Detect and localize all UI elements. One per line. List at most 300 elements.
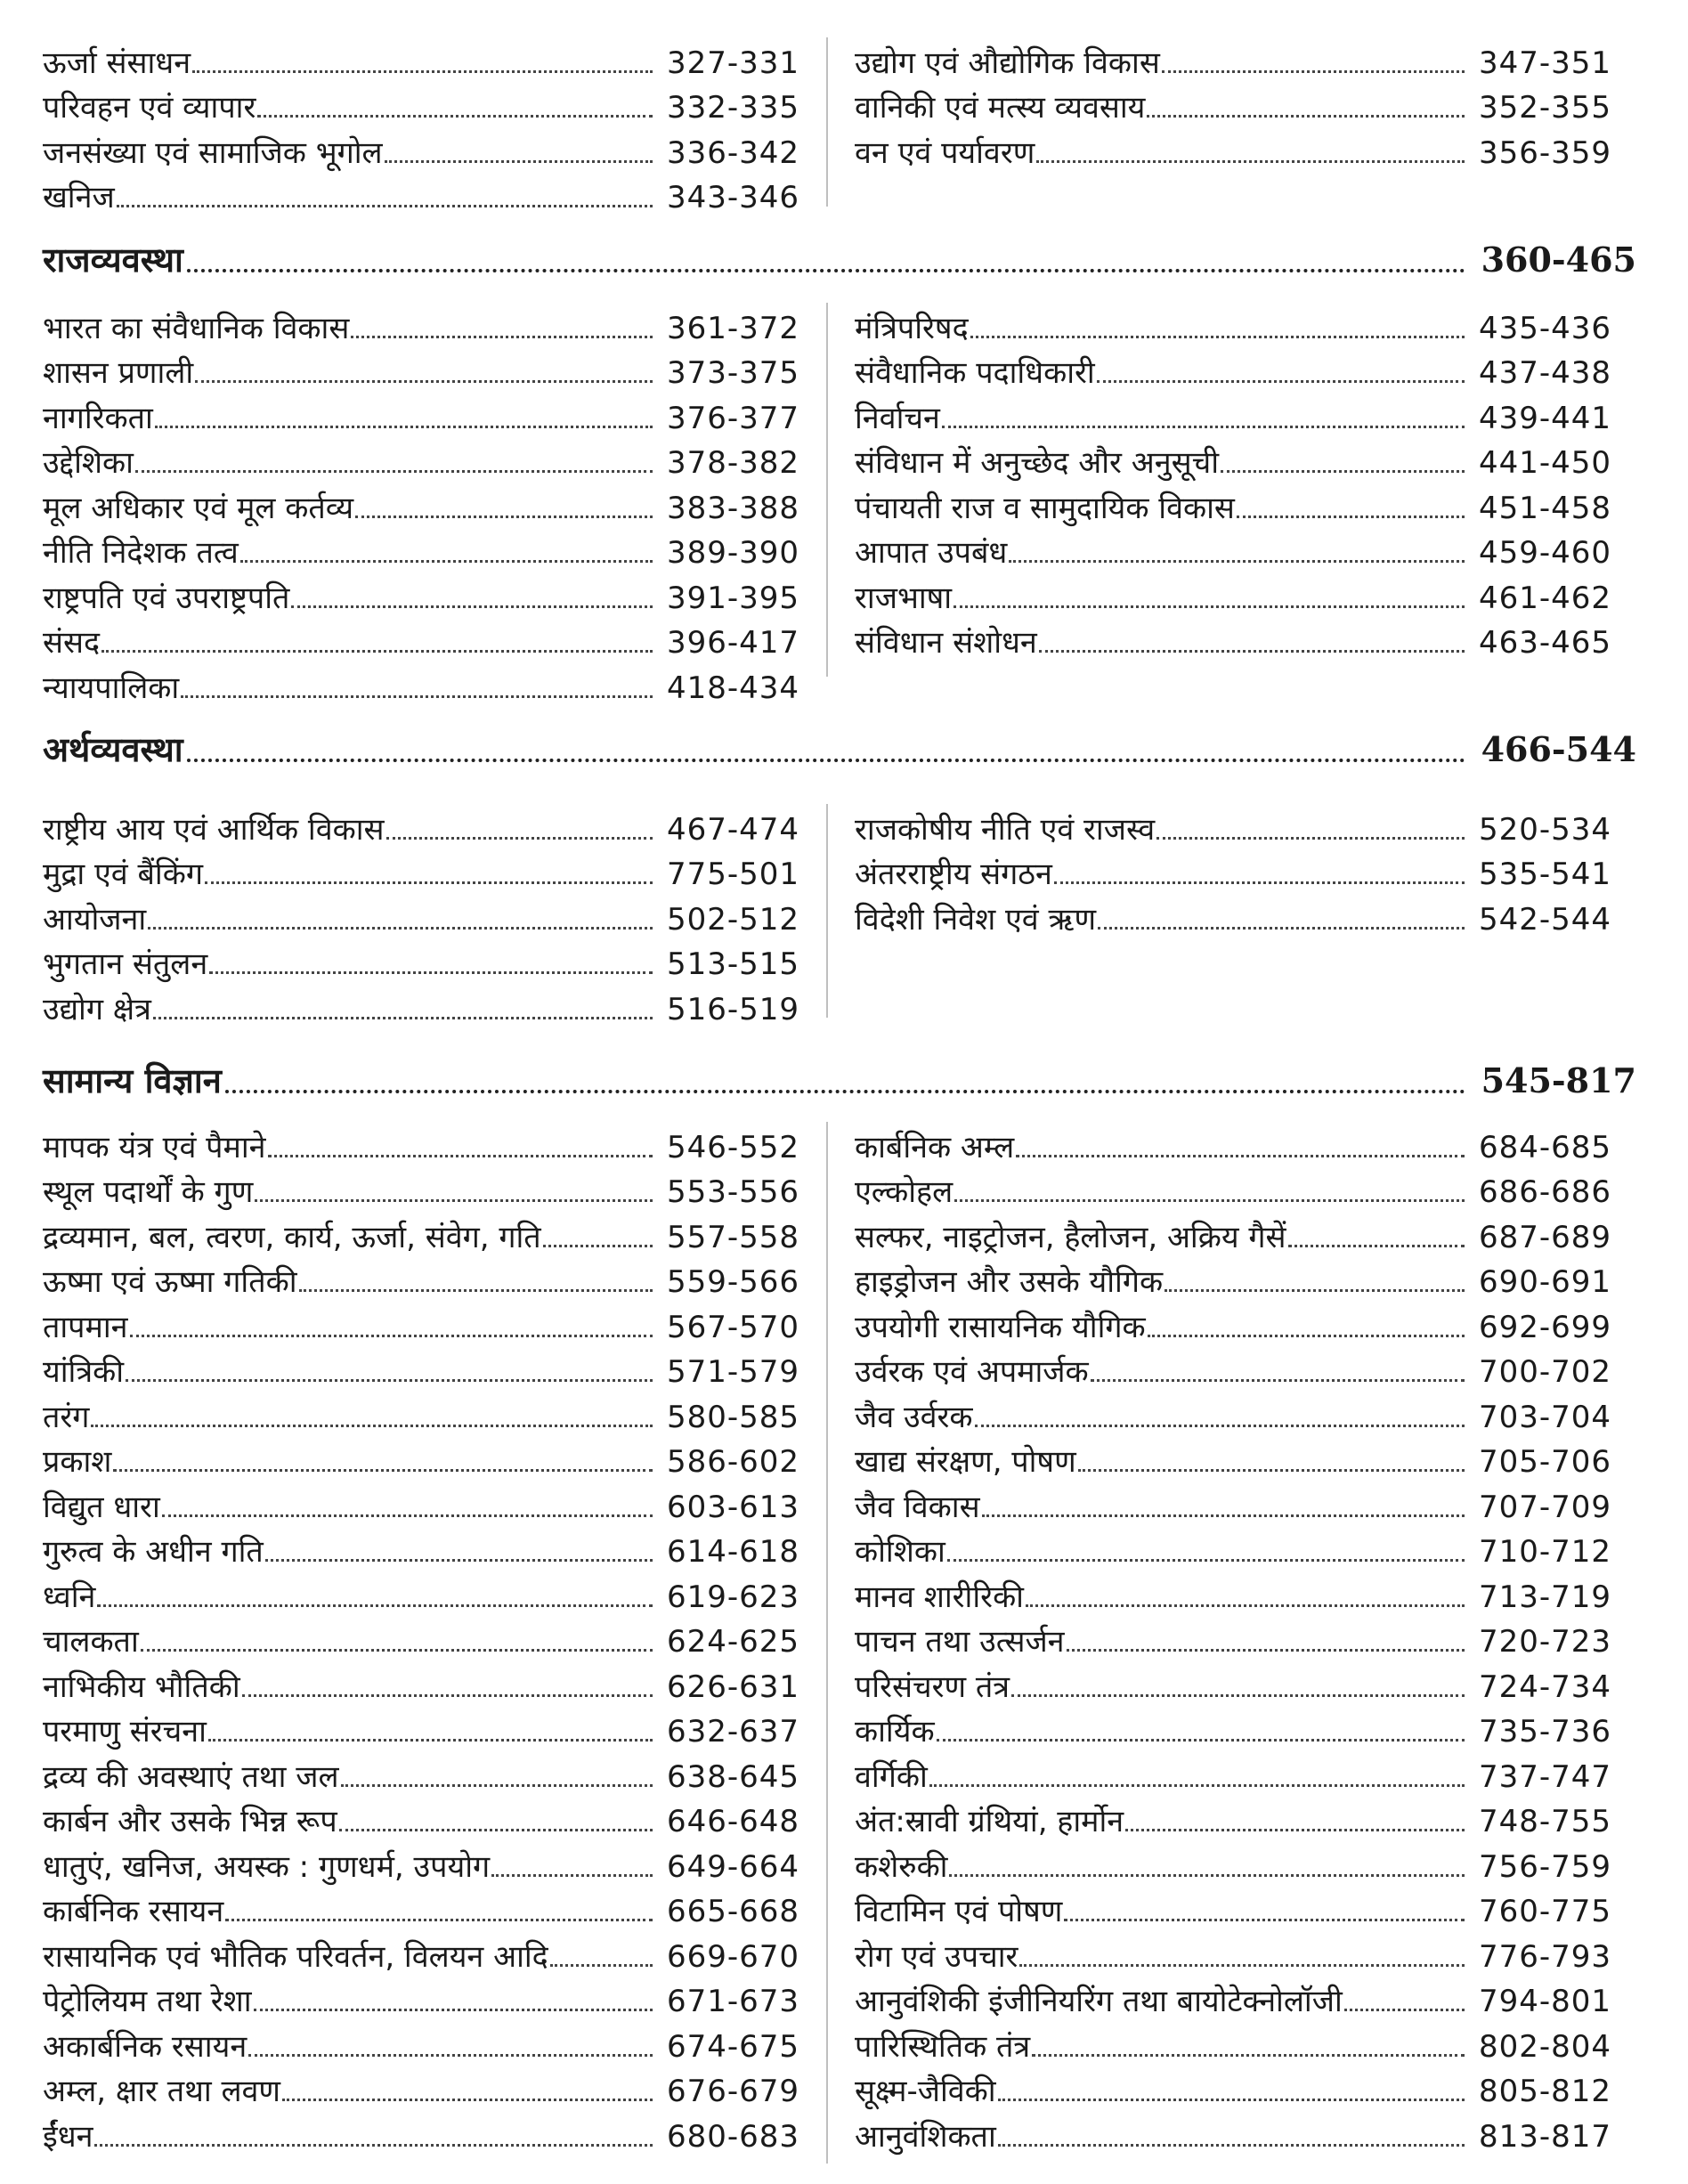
- toc-entry[interactable]: [43, 1257, 799, 1303]
- toc-entry-title: संविधान संशोधन: [855, 625, 1037, 661]
- toc-entry-title: आनुवंशिकता: [855, 2118, 996, 2155]
- dot-leader: [929, 1784, 1465, 1787]
- section-heading-pages: 545-817: [1481, 1060, 1636, 1100]
- toc-entry-pages: 671-673: [666, 1984, 799, 2019]
- toc-entry-title: परिवहन एवं व्यापार: [43, 90, 256, 126]
- toc-entry[interactable]: [855, 303, 1611, 348]
- toc-entry[interactable]: [43, 1931, 799, 1977]
- toc-entry-pages: 646-648: [666, 1804, 799, 1839]
- toc-entry-title: रासायनिक एवं भौतिक परिवर्तन, विलयन आदि: [43, 1938, 548, 1975]
- toc-entry-title: यांत्रिकी: [43, 1354, 125, 1390]
- toc-entry-title: राष्ट्रीय आय एवं आर्थिक विकास: [43, 811, 385, 848]
- toc-entry-pages: 513-515: [666, 946, 799, 982]
- toc-entry-pages: 418-434: [666, 670, 799, 706]
- toc-entry[interactable]: [43, 1212, 799, 1257]
- dot-leader: [386, 837, 653, 840]
- toc-entry-pages: 557-558: [666, 1219, 799, 1255]
- toc-entry-pages: 352-355: [1478, 90, 1611, 126]
- toc-entry-pages: 700-702: [1478, 1354, 1611, 1390]
- toc-entry[interactable]: [855, 1977, 1611, 2022]
- toc-entry[interactable]: [855, 804, 1611, 849]
- toc-entry[interactable]: [43, 83, 799, 128]
- toc-entry[interactable]: [855, 1527, 1611, 1572]
- toc-entry[interactable]: [855, 1797, 1611, 1842]
- toc-entry[interactable]: [43, 393, 799, 438]
- toc-entry[interactable]: [855, 1617, 1611, 1662]
- toc-entry[interactable]: [855, 618, 1611, 663]
- toc-entry[interactable]: [43, 2066, 799, 2112]
- toc-entry-pages: 687-689: [1478, 1219, 1611, 1255]
- toc-entry[interactable]: [43, 127, 799, 173]
- toc-entry-title: गुरुत्व के अधीन गति: [43, 1534, 264, 1570]
- toc-entry[interactable]: [855, 438, 1611, 483]
- toc-entry-pages: 502-512: [666, 901, 799, 938]
- toc-entry[interactable]: [43, 662, 799, 708]
- toc-entry-title: सल्फर, नाइट्रोजन, हैलोजन, अक्रिय गैसें: [855, 1219, 1286, 1255]
- toc-entry-title: वन एवं पर्यावरण: [855, 134, 1035, 171]
- toc-entry-pages: 383-388: [666, 490, 799, 526]
- toc-entry-title: राजभाषा: [855, 580, 953, 616]
- dot-leader: [1039, 650, 1465, 653]
- toc-entry[interactable]: [43, 1661, 799, 1707]
- toc-entry[interactable]: [43, 1797, 799, 1842]
- toc-entry[interactable]: [43, 1437, 799, 1482]
- toc-entry[interactable]: [855, 483, 1611, 528]
- dot-leader: [491, 1874, 653, 1877]
- toc-entry[interactable]: [43, 1571, 799, 1617]
- toc-entry[interactable]: [43, 528, 799, 573]
- toc-entry[interactable]: [43, 1122, 799, 1167]
- toc-entry[interactable]: [43, 2111, 799, 2156]
- toc-entry-title: ध्वनि: [43, 1579, 96, 1615]
- toc-entry[interactable]: [855, 393, 1611, 438]
- dot-leader: [1011, 1694, 1465, 1697]
- toc-entry[interactable]: [855, 1437, 1611, 1482]
- toc-entry-title: मुद्रा एवं बैंकिंग: [43, 857, 203, 892]
- dot-leader: [1064, 1919, 1465, 1921]
- section-heading-science[interactable]: [43, 1060, 1636, 1102]
- toc-entry-title: संविधान में अनुच्छेद और अनुसूची: [855, 445, 1220, 481]
- toc-entry-pages: 638-645: [666, 1758, 799, 1795]
- dot-leader: [1165, 1289, 1465, 1292]
- toc-entry-pages: 710-712: [1478, 1534, 1611, 1570]
- toc-entry-title: रोग एवं उपचार: [855, 1938, 1018, 1975]
- toc-entry-title: जैव उर्वरक: [855, 1399, 973, 1435]
- dot-leader: [141, 1649, 653, 1652]
- toc-entry-title: ऊष्मा एवं ऊष्मा गतिकी: [43, 1264, 297, 1300]
- toc-entry-pages: 676-679: [666, 2074, 799, 2109]
- toc-entry-title: अकार्बनिक रसायन: [43, 2028, 248, 2065]
- dot-leader: [998, 2099, 1465, 2101]
- toc-entry-pages: 632-637: [666, 1714, 799, 1750]
- toc-entry[interactable]: [855, 572, 1611, 618]
- dot-leader: [949, 1874, 1464, 1877]
- science-left-column: [43, 1122, 826, 2164]
- toc-entry-pages: 396-417: [666, 625, 799, 661]
- toc-entry[interactable]: [855, 1931, 1611, 1977]
- toc-entry-title: कोशिका: [855, 1534, 945, 1570]
- dot-leader: [954, 1199, 1465, 1202]
- toc-entry[interactable]: [43, 173, 799, 218]
- toc-entry[interactable]: [43, 483, 799, 528]
- dot-leader: [91, 1425, 653, 1427]
- toc-entry[interactable]: [43, 984, 799, 1029]
- toc-entry-title: चालकता: [43, 1624, 139, 1660]
- toc-entry-pages: 378-382: [666, 445, 799, 481]
- dot-leader: [205, 881, 653, 884]
- toc-entry-title: वानिकी एवं मत्स्य व्यवसाय: [855, 90, 1146, 126]
- toc-entry-title: द्रव्यमान, बल, त्वरण, कार्य, ऊर्जा, संवेग, गति: [43, 1219, 541, 1255]
- toc-entry-title: कार्बन और उसके भिन्न रूप: [43, 1804, 337, 1839]
- toc-entry-pages: 603-613: [666, 1489, 799, 1525]
- economy-left-column: [43, 804, 826, 1029]
- geography-left-column: [43, 37, 826, 217]
- toc-entry-title: प्रकाश: [43, 1444, 112, 1480]
- toc-entry-pages: 571-579: [666, 1354, 799, 1390]
- toc-entry-title: आपात उपबंध: [855, 535, 1008, 571]
- toc-entry-title: नीति निदेशक तत्व: [43, 535, 239, 571]
- section-heading-title: सामान्य विज्ञान: [43, 1060, 222, 1100]
- toc-entry[interactable]: [855, 2111, 1611, 2156]
- toc-entry-pages: 760-775: [1478, 1894, 1611, 1929]
- dot-leader: [351, 336, 653, 338]
- toc-entry-pages: 336-342: [666, 134, 799, 171]
- toc-entry-title: मानव शारीरिकी: [855, 1579, 1024, 1615]
- toc-entry[interactable]: [855, 1392, 1611, 1437]
- dot-leader: [209, 971, 653, 974]
- toc-entry-pages: 802-804: [1478, 2028, 1611, 2065]
- dot-leader: [1016, 1155, 1465, 1157]
- dot-leader: [1125, 1829, 1465, 1831]
- dot-leader: [187, 759, 1465, 762]
- toc-entry-title: मूल अधिकार एवं मूल कर्तव्य: [43, 490, 354, 526]
- dot-leader: [975, 1425, 1465, 1427]
- economy-right-column: [828, 804, 1611, 1029]
- dot-leader: [148, 927, 653, 930]
- toc-entry-title: द्रव्य की अवस्थाएं तथा जल: [43, 1758, 339, 1795]
- toc-entry-pages: 680-683: [666, 2118, 799, 2155]
- dot-leader: [282, 2099, 653, 2101]
- toc-entry-pages: 553-556: [666, 1174, 799, 1210]
- dot-leader: [1221, 470, 1465, 473]
- dot-leader: [1288, 1245, 1465, 1247]
- toc-entry-title: तरंग: [43, 1399, 90, 1435]
- toc-entry-pages: 713-719: [1478, 1579, 1611, 1615]
- dot-leader: [181, 695, 653, 698]
- toc-entry-pages: 690-691: [1478, 1264, 1611, 1300]
- dot-leader: [1067, 1649, 1465, 1652]
- dot-leader: [135, 470, 653, 473]
- dot-leader: [117, 205, 653, 207]
- toc-entry-title: संवैधानिक पदाधिकारी: [855, 355, 1095, 391]
- toc-entry-pages: 376-377: [666, 400, 799, 436]
- toc-entry[interactable]: [43, 804, 799, 849]
- toc-entry-title: खनिज: [43, 180, 115, 215]
- dot-leader: [265, 1559, 653, 1562]
- toc-entry-title: उद्देशिका: [43, 445, 134, 481]
- toc-entry[interactable]: [43, 2021, 799, 2066]
- toc-entry-pages: 463-465: [1478, 625, 1611, 661]
- toc-entry-pages: 347-351: [1478, 45, 1611, 81]
- toc-entry-pages: 567-570: [666, 1309, 799, 1345]
- dot-leader: [155, 426, 653, 428]
- dot-leader: [248, 2054, 653, 2057]
- toc-entry-title: अंतरराष्ट्रीय संगठन: [855, 857, 1052, 892]
- toc-entry-title: ऊर्जा संसाधन: [43, 45, 191, 81]
- dot-leader: [113, 1469, 653, 1472]
- toc-entry-title: विदेशी निवेश एवं ऋण: [855, 901, 1097, 938]
- science-section: [43, 1122, 1645, 2164]
- toc-entry[interactable]: [43, 1302, 799, 1347]
- toc-entry[interactable]: [855, 528, 1611, 573]
- dot-leader: [1032, 2054, 1465, 2057]
- section-heading-pages: 466-544: [1481, 729, 1636, 769]
- dot-leader: [1147, 115, 1465, 118]
- toc-entry[interactable]: [855, 1661, 1611, 1707]
- dot-leader: [225, 1919, 653, 1921]
- toc-entry-title: अंत:स्रावी ग्रंथियां, हार्मोन: [855, 1804, 1124, 1839]
- toc-entry[interactable]: [43, 438, 799, 483]
- toc-entry-title: पेट्रोलियम तथा रेशा: [43, 1984, 252, 2019]
- toc-entry[interactable]: [855, 2021, 1611, 2066]
- section-heading-title: अर्थव्यवस्था: [43, 729, 183, 769]
- toc-entry-pages: 794-801: [1478, 1984, 1611, 2019]
- toc-entry[interactable]: [855, 348, 1611, 394]
- toc-entry-title: अम्ल, क्षार तथा लवण: [43, 2074, 281, 2109]
- toc-entry-pages: 724-734: [1478, 1668, 1611, 1705]
- dot-leader: [339, 1829, 653, 1831]
- dot-leader: [543, 1245, 653, 1247]
- toc-entry-title: वर्गिकी: [855, 1758, 928, 1795]
- toc-entry-title: भारत का संवैधानिक विकास: [43, 310, 350, 346]
- toc-entry-pages: 626-631: [666, 1668, 799, 1705]
- dot-leader: [385, 160, 653, 163]
- dot-leader: [1054, 881, 1465, 884]
- toc-entry-pages: 775-501: [666, 857, 799, 892]
- toc-entry-pages: 619-623: [666, 1579, 799, 1615]
- dot-leader: [1026, 1604, 1465, 1607]
- dot-leader: [1162, 70, 1465, 73]
- toc-entry-pages: 389-390: [666, 535, 799, 571]
- toc-entry-title: भुगतान संतुलन: [43, 946, 208, 982]
- toc-entry[interactable]: [855, 1302, 1611, 1347]
- toc-entry-pages: 559-566: [666, 1264, 799, 1300]
- toc-entry-title: आनुवंशिकी इंजीनियरिंग तथा बायोटेक्नोलॉजी: [855, 1984, 1343, 2019]
- toc-entry[interactable]: [43, 348, 799, 394]
- toc-entry-title: आयोजना: [43, 901, 147, 938]
- toc-entry-title: हाइड्रोजन और उसके यौगिक: [855, 1264, 1164, 1300]
- dot-leader: [1097, 380, 1465, 383]
- toc-entry-title: राष्ट्रपति एवं उपराष्ट्रपति: [43, 580, 290, 616]
- toc-entry[interactable]: [855, 1122, 1611, 1167]
- dot-leader: [242, 1694, 653, 1697]
- toc-entry[interactable]: [855, 1841, 1611, 1887]
- dot-leader: [1237, 516, 1465, 518]
- dot-leader: [937, 1739, 1465, 1742]
- toc-entry[interactable]: [43, 618, 799, 663]
- toc-entry[interactable]: [855, 1751, 1611, 1797]
- toc-entry-title: परिसंचरण तंत्र: [855, 1668, 1010, 1705]
- toc-entry[interactable]: [43, 1841, 799, 1887]
- toc-entry-title: ईंधन: [43, 2118, 93, 2155]
- toc-entry-pages: 441-450: [1478, 445, 1611, 481]
- toc-entry[interactable]: [855, 1167, 1611, 1213]
- toc-entry[interactable]: [855, 1212, 1611, 1257]
- toc-entry-title: जनसंख्या एवं सामाजिक भूगोल: [43, 134, 383, 171]
- toc-entry[interactable]: [855, 2066, 1611, 2112]
- toc-entry[interactable]: [855, 849, 1611, 895]
- toc-entry[interactable]: [43, 1707, 799, 1752]
- toc-entry-pages: 332-335: [666, 90, 799, 126]
- toc-entry[interactable]: [43, 894, 799, 939]
- toc-entry[interactable]: [855, 127, 1611, 173]
- toc-entry[interactable]: [855, 1257, 1611, 1303]
- toc-entry-title: विटामिन एवं पोषण: [855, 1894, 1063, 1929]
- section-heading-economy[interactable]: [43, 728, 1636, 771]
- toc-entry-title: धातुएं, खनिज, अयस्क : गुणधर्म, उपयोग: [43, 1848, 491, 1885]
- toc-entry-pages: 361-372: [666, 310, 799, 346]
- toc-entry-pages: 735-736: [1478, 1714, 1611, 1750]
- dot-leader: [341, 1784, 653, 1787]
- toc-entry[interactable]: [43, 1977, 799, 2022]
- toc-entry-title: परमाणु संरचना: [43, 1714, 207, 1750]
- dot-leader: [1091, 1379, 1465, 1382]
- toc-entry[interactable]: [855, 1347, 1611, 1392]
- dot-leader: [299, 1289, 653, 1292]
- toc-entry-pages: 546-552: [666, 1129, 799, 1165]
- science-right-column: [828, 1122, 1611, 2164]
- toc-entry-pages: 748-755: [1478, 1804, 1611, 1839]
- toc-entry[interactable]: [43, 1527, 799, 1572]
- dot-leader: [1036, 160, 1465, 163]
- polity-left-column: [43, 303, 826, 708]
- toc-entry-pages: 580-585: [666, 1399, 799, 1435]
- geography-right-column: [828, 37, 1611, 217]
- toc-entry[interactable]: [43, 849, 799, 895]
- dot-leader: [225, 1090, 1465, 1093]
- toc-entry-pages: 805-812: [1478, 2074, 1611, 2109]
- toc-entry[interactable]: [43, 1392, 799, 1437]
- section-heading-polity[interactable]: [43, 239, 1636, 281]
- dot-leader: [153, 1017, 653, 1019]
- toc-entry-title: नाभिकीय भौतिकी: [43, 1668, 240, 1705]
- dot-leader: [942, 426, 1465, 428]
- toc-entry-title: कशेरुकी: [855, 1848, 948, 1885]
- geography-section: [43, 37, 1645, 217]
- toc-entry-pages: 437-438: [1478, 355, 1611, 391]
- toc-entry-title: खाद्य संरक्षण, पोषण: [855, 1444, 1076, 1480]
- toc-entry[interactable]: [43, 1617, 799, 1662]
- toc-entry[interactable]: [855, 83, 1611, 128]
- toc-entry-title: शासन प्रणाली: [43, 355, 194, 391]
- toc-entry-title: संसद: [43, 625, 101, 661]
- toc-entry-title: तापमान: [43, 1309, 128, 1345]
- toc-entry-title: पाचन तथा उत्सर्जन: [855, 1624, 1065, 1660]
- toc-entry-pages: 813-817: [1478, 2118, 1611, 2155]
- dot-leader: [1098, 927, 1465, 930]
- toc-entry[interactable]: [43, 303, 799, 348]
- toc-entry[interactable]: [43, 1751, 799, 1797]
- dot-leader: [550, 1964, 653, 1967]
- toc-entry[interactable]: [43, 939, 799, 985]
- toc-entry-pages: 649-664: [666, 1848, 799, 1885]
- toc-entry-title: कार्बनिक अम्ल: [855, 1129, 1015, 1165]
- toc-entry[interactable]: [43, 572, 799, 618]
- polity-right-column: [828, 303, 1611, 708]
- toc-entry-pages: 737-747: [1478, 1758, 1611, 1795]
- toc-entry-pages: 705-706: [1478, 1444, 1611, 1480]
- toc-entry-title: स्थूल पदार्थों के गुण: [43, 1174, 254, 1210]
- dot-leader: [998, 2144, 1465, 2147]
- toc-entry-title: सूक्ष्म-जैविकी: [855, 2074, 996, 2109]
- toc-entry[interactable]: [43, 1482, 799, 1527]
- dot-leader: [97, 1604, 653, 1607]
- toc-entry[interactable]: [43, 1167, 799, 1213]
- dot-leader: [1078, 1469, 1465, 1472]
- toc-entry[interactable]: [855, 1482, 1611, 1527]
- toc-entry-pages: 586-602: [666, 1444, 799, 1480]
- dot-leader: [162, 1514, 653, 1517]
- toc-entry[interactable]: [855, 1707, 1611, 1752]
- toc-entry-pages: 439-441: [1478, 400, 1611, 436]
- toc-entry-title: जैव विकास: [855, 1489, 980, 1525]
- toc-entry-title: विद्युत धारा: [43, 1489, 160, 1525]
- dot-leader: [208, 1739, 653, 1742]
- toc-entry-pages: 467-474: [666, 811, 799, 848]
- toc-entry-title: उद्योग एवं औद्योगिक विकास: [855, 45, 1160, 81]
- toc-entry-title: राजकोषीय नीति एवं राजस्व: [855, 811, 1156, 848]
- dot-leader: [257, 115, 653, 118]
- dot-leader: [255, 1199, 653, 1202]
- toc-entry[interactable]: [855, 1571, 1611, 1617]
- toc-entry-title: एल्कोहल: [855, 1174, 954, 1210]
- toc-entry[interactable]: [43, 1887, 799, 1932]
- toc-entry-pages: 703-704: [1478, 1399, 1611, 1435]
- toc-entry-pages: 692-699: [1478, 1309, 1611, 1345]
- toc-entry-pages: 624-625: [666, 1624, 799, 1660]
- toc-entry[interactable]: [855, 1887, 1611, 1932]
- toc-entry[interactable]: [855, 37, 1611, 83]
- dot-leader: [355, 516, 653, 518]
- dot-leader: [192, 70, 653, 73]
- dot-leader: [291, 605, 653, 608]
- toc-entry-pages: 343-346: [666, 180, 799, 215]
- toc-entry-title: कार्यिक: [855, 1714, 935, 1750]
- toc-entry-title: न्यायपालिका: [43, 670, 180, 706]
- economy-section: [43, 804, 1645, 1029]
- toc-entry-pages: 391-395: [666, 580, 799, 616]
- toc-entry-pages: 674-675: [666, 2028, 799, 2065]
- dot-leader: [126, 1379, 653, 1382]
- toc-entry-pages: 686-686: [1478, 1174, 1611, 1210]
- toc-entry[interactable]: [43, 1347, 799, 1392]
- dot-leader: [254, 2009, 653, 2011]
- toc-entry-pages: 535-541: [1478, 857, 1611, 892]
- dot-leader: [1156, 837, 1465, 840]
- toc-entry-pages: 461-462: [1478, 580, 1611, 616]
- toc-entry-pages: 520-534: [1478, 811, 1611, 848]
- toc-entry-pages: 327-331: [666, 45, 799, 81]
- dot-leader: [240, 560, 653, 563]
- toc-entry-title: निर्वाचन: [855, 400, 940, 436]
- toc-entry[interactable]: [43, 37, 799, 83]
- toc-entry-pages: 707-709: [1478, 1489, 1611, 1525]
- toc-entry[interactable]: [855, 894, 1611, 939]
- toc-entry-pages: 542-544: [1478, 901, 1611, 938]
- toc-entry-pages: 459-460: [1478, 535, 1611, 571]
- toc-entry-pages: 720-723: [1478, 1624, 1611, 1660]
- toc-entry-title: पंचायती राज व सामुदायिक विकास: [855, 490, 1235, 526]
